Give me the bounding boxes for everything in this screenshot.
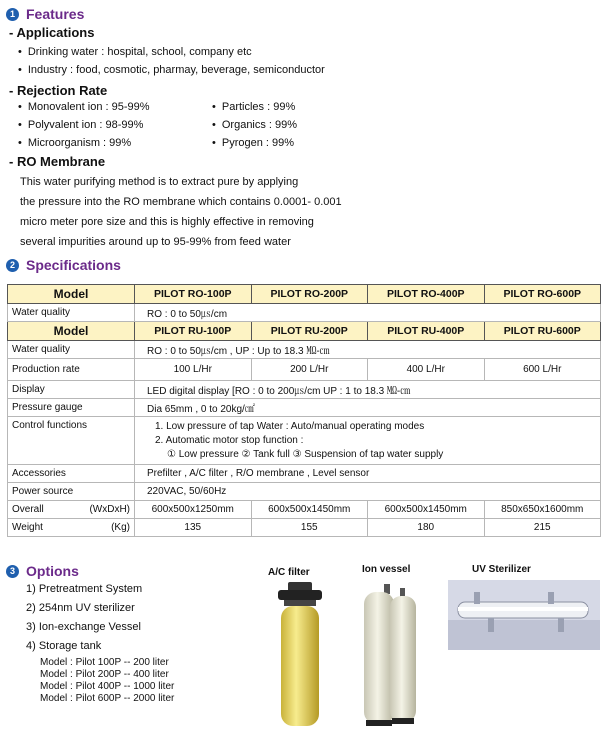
description-line: micro meter pore size and this is highly effective in removing — [20, 216, 314, 228]
rejection-item: • Microorganism : 99% — [18, 137, 131, 149]
model-name: PILOT RO-200P — [251, 285, 368, 304]
rejection-item: • Organics : 99% — [212, 119, 297, 131]
table-row — [8, 501, 601, 519]
options-heading — [6, 563, 79, 579]
ion-vessel-image — [362, 578, 418, 728]
row-value: 155 — [251, 519, 368, 537]
ro-model-header-row — [8, 285, 601, 304]
specifications-heading — [6, 257, 121, 273]
applications-title: - Applications — [9, 25, 95, 40]
ru-model-header-row — [8, 322, 601, 341]
model-name: PILOT RO-600P — [484, 285, 601, 304]
ac-filter-caption: A/C filter — [268, 567, 310, 578]
specifications-title: Specifications — [26, 257, 121, 273]
description-line: several impurities around up to 95-99% from feed water — [20, 236, 291, 248]
row-label: Accessories — [8, 465, 135, 483]
row-label: Control functions — [8, 417, 135, 465]
ro-membrane-title: - RO Membrane — [9, 154, 106, 169]
row-value: LED digital display [RO : 0 to 200㎲/cm UP : 1 to 18.3 ㏁-㎝ — [135, 381, 601, 399]
row-value: 215 — [484, 519, 601, 537]
table-row — [8, 304, 601, 322]
ion-vessel-caption: Ion vessel — [362, 564, 411, 575]
row-value: 850x650x1600mm — [484, 501, 601, 519]
model-name: PILOT RU-100P — [135, 322, 252, 341]
rejection-item: • Pyrogen : 99% — [212, 137, 294, 149]
option-item: 1) Pretreatment System — [26, 583, 143, 595]
storage-model: Model : Pilot 200P -- 400 liter — [40, 669, 169, 680]
description-line: This water purifying method is to extract pure by applying — [20, 176, 299, 188]
row-label: Display — [8, 381, 135, 399]
table-row — [8, 381, 601, 399]
row-value: 200 L/Hr — [251, 359, 368, 381]
row-label: Pressure gauge — [8, 399, 135, 417]
storage-model: Model : Pilot 400P -- 1000 liter — [40, 681, 175, 692]
table-row — [8, 465, 601, 483]
option-item: 4) Storage tank — [26, 640, 102, 652]
features-heading — [6, 6, 84, 22]
rejection-item: • Particles : 99% — [212, 101, 295, 113]
table-row — [8, 341, 601, 359]
row-label-unit: (WxDxH) — [89, 504, 130, 515]
model-name: PILOT RO-400P — [368, 285, 485, 304]
row-value: 600x500x1450mm — [368, 501, 485, 519]
storage-model: Model : Pilot 100P -- 200 liter — [40, 657, 169, 668]
ac-filter-image — [270, 580, 330, 730]
table-row — [8, 519, 601, 537]
description-line: the pressure into the RO membrane which contains 0.0001- 0.001 — [20, 196, 342, 208]
row-value: RO : 0 to 50㎲/cm , UP : Up to 18.3 ㏁-㎝ — [135, 341, 601, 359]
row-value: RO : 0 to 50㎲/cm — [135, 304, 601, 322]
row-label: Water quality — [8, 341, 135, 359]
row-label: Water quality — [8, 304, 135, 322]
control-function-line: ① Low pressure ② Tank full ③ Suspension of tap water supply — [167, 448, 444, 460]
section-number-badge: 3 — [6, 565, 19, 578]
uv-sterilizer-caption: UV Sterilizer — [472, 564, 531, 575]
section-number-badge: 2 — [6, 259, 19, 272]
section-number-badge: 1 — [6, 8, 19, 21]
row-label — [8, 501, 135, 519]
specifications-table — [7, 284, 601, 537]
model-header: Model — [8, 285, 135, 304]
row-label: Production rate — [8, 359, 135, 381]
model-name: PILOT RU-200P — [251, 322, 368, 341]
control-functions-value — [135, 417, 601, 465]
row-label-text: Weight — [12, 522, 43, 533]
ro-membrane-description — [20, 172, 342, 252]
row-value: 600x500x1250mm — [135, 501, 252, 519]
row-label — [8, 519, 135, 537]
features-title: Features — [26, 6, 85, 22]
row-label-text: Overall — [12, 504, 44, 515]
table-row — [8, 483, 601, 501]
option-item: 3) Ion-exchange Vessel — [26, 621, 141, 633]
table-row — [8, 399, 601, 417]
row-value: 600 L/Hr — [484, 359, 601, 381]
options-title: Options — [26, 563, 79, 579]
row-value: 400 L/Hr — [368, 359, 485, 381]
uv-sterilizer-image — [448, 580, 600, 650]
row-value: 600x500x1450mm — [251, 501, 368, 519]
row-value: Dia 65mm , 0 to 20kg/㎠ — [135, 399, 601, 417]
rejection-item: • Polyvalent ion : 98-99% — [18, 119, 143, 131]
model-header: Model — [8, 322, 135, 341]
table-row — [8, 359, 601, 381]
model-name: PILOT RU-400P — [368, 322, 485, 341]
option-item: 2) 254nm UV sterilizer — [26, 602, 135, 614]
rejection-item: • Monovalent ion : 95-99% — [18, 101, 150, 113]
control-function-line: 2. Automatic motor stop function : — [155, 434, 304, 446]
row-value: 220VAC, 50/60Hz — [135, 483, 601, 501]
row-label: Power source — [8, 483, 135, 501]
table-row — [8, 417, 601, 465]
row-value: 135 — [135, 519, 252, 537]
model-name: PILOT RU-600P — [484, 322, 601, 341]
row-label-unit: (Kg) — [111, 522, 130, 533]
application-item: • Industry : food, cosmotic, pharmay, beverage, semiconductor — [18, 64, 325, 76]
application-item: • Drinking water : hospital, school, company etc — [18, 46, 252, 58]
control-function-line: 1. Low pressure of tap Water : Auto/manual operating modes — [155, 420, 425, 432]
row-value: 180 — [368, 519, 485, 537]
row-value: 100 L/Hr — [135, 359, 252, 381]
row-value: Prefilter , A/C filter , R/O membrane , Level sensor — [135, 465, 601, 483]
rejection-rate-title: - Rejection Rate — [9, 83, 108, 98]
storage-model: Model : Pilot 600P -- 2000 liter — [40, 693, 175, 704]
model-name: PILOT RO-100P — [135, 285, 252, 304]
